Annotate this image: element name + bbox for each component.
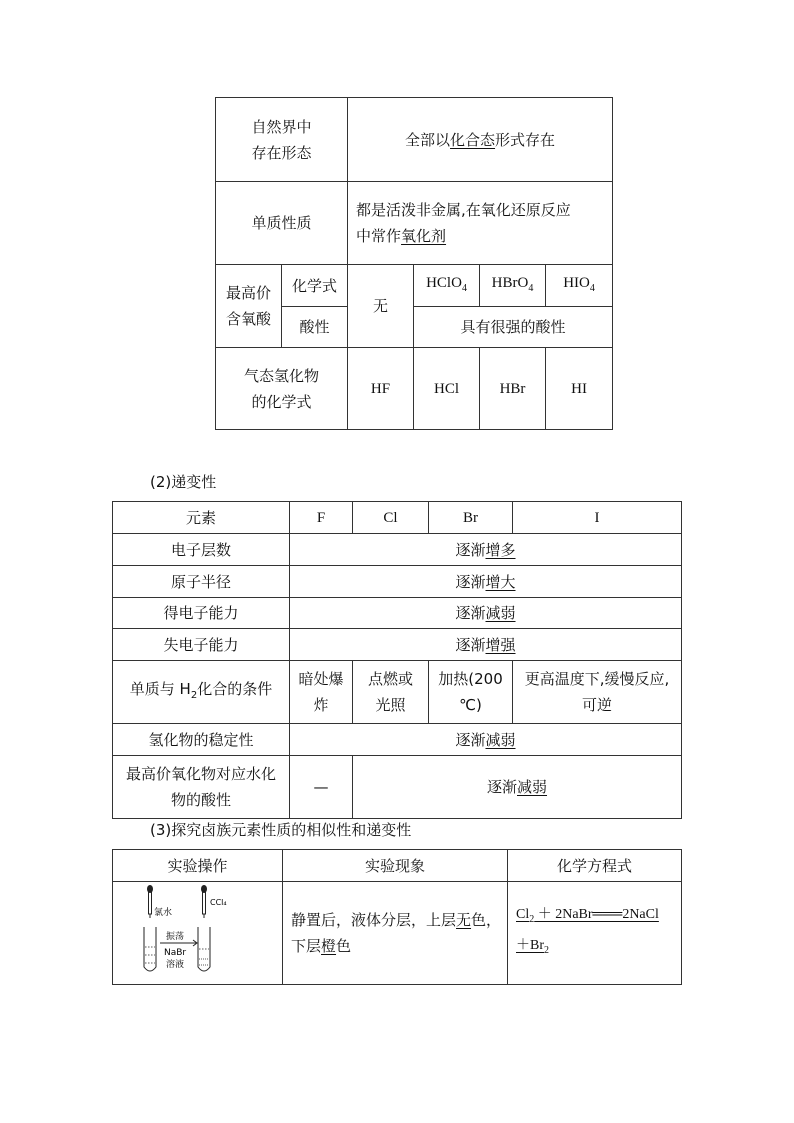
row-value: 逐渐增多: [290, 534, 682, 566]
acidity-cell: 具有很强的酸性: [414, 307, 613, 348]
table-row: [113, 661, 682, 724]
test-tube-diagram: [138, 883, 258, 975]
row-label: 得电子能力: [113, 598, 290, 629]
test-tube-icon: [144, 927, 156, 971]
row-label: 原子半径: [113, 566, 290, 598]
table-row: [216, 348, 613, 430]
row-label: 最高价氧化物对应水化 物的酸性: [113, 756, 290, 819]
condition-cell: 暗处爆 炸: [290, 661, 353, 724]
solution-label: 溶液: [165, 960, 184, 970]
section-heading: (3)探究卤族元素性质的相似性和递变性: [150, 821, 412, 839]
phenomenon-cell: 静置后，液体分层，上层无色， 下层橙色: [283, 882, 508, 985]
table-row: [113, 566, 682, 598]
header-cell: 实验操作: [113, 850, 283, 882]
row-value: 都是活泼非金属,在氧化还原反应 中常作氧化剂: [348, 182, 613, 265]
sub-label: 化学式: [282, 265, 348, 307]
table-header-row: [113, 502, 682, 534]
ccl4-label: CCl₄: [209, 898, 227, 907]
table-row: [113, 598, 682, 629]
row-label: 氢化物的稳定性: [113, 724, 290, 756]
fluorine-acid: —: [290, 756, 353, 819]
row-label: 气态氢化物 的化学式: [216, 348, 348, 430]
formula-cell: $HIO_4$: [546, 265, 613, 307]
condition-cell: 更高温度下,缓慢反应, 可逆: [513, 661, 682, 724]
halogen-properties-table: [215, 97, 613, 430]
section-heading: (2)递变性: [150, 473, 217, 491]
table-row: [113, 629, 682, 661]
fluorine-acid: 无: [348, 265, 414, 348]
hydride-cell: HF: [348, 348, 414, 430]
row-value: 逐渐减弱: [290, 598, 682, 629]
header-cell: Br: [429, 502, 513, 534]
header-cell: 元素: [113, 502, 290, 534]
row-value: 逐渐减弱: [290, 724, 682, 756]
dropper-icon: [201, 885, 207, 918]
header-cell: Cl: [353, 502, 429, 534]
hydride-cell: HBr: [480, 348, 546, 430]
gradient-table: [112, 501, 682, 819]
condition-cell: 加热(200 ℃): [429, 661, 513, 724]
shake-label: 振荡: [165, 932, 184, 942]
experiment-table: [112, 849, 682, 985]
sub-label: 酸性: [282, 307, 348, 348]
hydride-cell: HCl: [414, 348, 480, 430]
condition-cell: 点燃或 光照: [353, 661, 429, 724]
table-row: [216, 182, 613, 265]
experiment-diagram-cell: [113, 882, 283, 985]
row-label: 单质与 $H_2$化合的条件: [113, 661, 290, 724]
row-label: 自然界中 存在形态: [216, 98, 348, 182]
hydride-cell: HI: [546, 348, 613, 430]
header-cell: 化学方程式: [508, 850, 682, 882]
table-row: [113, 534, 682, 566]
table-row: [113, 756, 682, 819]
table-row: [113, 724, 682, 756]
header-cell: 实验现象: [283, 850, 508, 882]
formula-cell: HClO$_4$: [414, 265, 480, 307]
row-label: 单质性质: [216, 182, 348, 265]
formula-cell: HBrO$_4$: [480, 265, 546, 307]
header-cell: F: [290, 502, 353, 534]
equation-cell: $Cl_2$ ＋ 2NaBr═══2NaCl $+Br_2$: [508, 882, 682, 985]
table-row: [113, 882, 682, 985]
test-tube-icon: [198, 927, 210, 971]
row-value: 逐渐增大: [290, 566, 682, 598]
chlorine-water-label: 氯水: [153, 908, 172, 918]
nabr-label: NaBr: [163, 948, 186, 958]
row-value: 逐渐减弱: [353, 756, 682, 819]
table-header-row: [113, 850, 682, 882]
row-label: 失电子能力: [113, 629, 290, 661]
row-value: 全部以化合态形式存在: [348, 98, 613, 182]
header-cell: I: [513, 502, 682, 534]
dropper-icon: [147, 885, 153, 918]
table-row: [216, 265, 613, 307]
table-row: [216, 98, 613, 182]
row-value: 逐渐增强: [290, 629, 682, 661]
row-label: 电子层数: [113, 534, 290, 566]
row-label: 最高价 含氧酸: [216, 265, 282, 348]
